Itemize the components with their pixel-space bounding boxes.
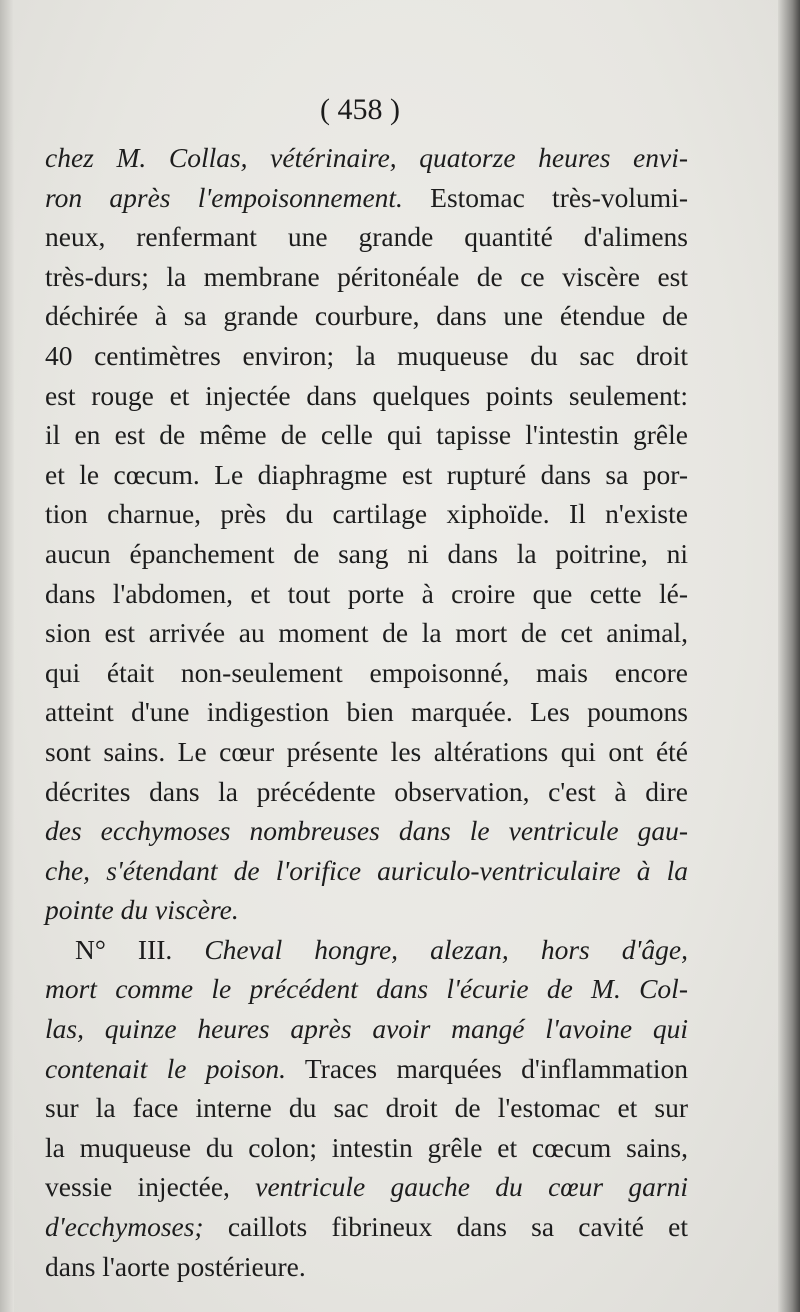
roman-text: est rouge et injectée dans quelques points seulement: [45, 379, 688, 411]
text-line [45, 1088, 688, 1128]
text-line [45, 296, 688, 336]
text-line [45, 455, 688, 495]
italic-text: des ecchymoses nombreuses dans le ventricule gau- [45, 815, 688, 847]
text-line [45, 494, 688, 534]
text-line [45, 1207, 688, 1247]
text-line [45, 969, 688, 1009]
text-line [45, 336, 688, 376]
text-line [45, 692, 688, 732]
roman-text: très-durs; la membrane péritonéale de ce viscère est [45, 260, 688, 292]
text-line [45, 217, 688, 257]
italic-text: mort comme le précédent dans l'écurie de M. Col- [45, 973, 688, 1005]
text-line [45, 1167, 688, 1207]
roman-text: Traces marquées d'inflammation [286, 1052, 688, 1084]
roman-text: caillots fibrineux dans sa cavité et [203, 1211, 688, 1243]
text-line [45, 1049, 688, 1089]
text-line [45, 1247, 688, 1287]
italic-text: las, quinze heures après avoir mangé l'avoine qui [45, 1013, 688, 1045]
italic-text: d'ecchymoses; [45, 1211, 204, 1243]
italic-text: ron après l'empoisonnement. [45, 181, 403, 213]
roman-text: atteint d'une indigestion bien marquée. Les poumons [45, 696, 688, 728]
body-text [45, 138, 688, 1286]
text-line [45, 1128, 688, 1168]
roman-text: N° III. [75, 933, 173, 965]
text-line [45, 890, 688, 930]
roman-text: la muqueuse du colon; intestin grêle et cœcum sains, [45, 1131, 688, 1163]
text-line [45, 653, 688, 693]
italic-text: chez M. Collas, vétérinaire, quatorze heures envi- [45, 142, 688, 173]
text-line [45, 851, 688, 891]
italic-text: contenait le poison. [45, 1052, 287, 1084]
text-line [45, 732, 688, 772]
text-line [45, 178, 688, 218]
page-number: ( 458 ) [320, 93, 400, 126]
italic-text: Cheval hongre, alezan, hors d'âge, [172, 933, 688, 965]
italic-text: pointe du viscère. [45, 894, 239, 926]
roman-text: Estomac très-volumi- [402, 181, 688, 213]
text-line [45, 613, 688, 653]
text-line [45, 534, 688, 574]
roman-text: 40 centimètres environ; la muqueuse du sac droit [45, 339, 688, 371]
roman-text: dans l'abdomen, et tout porte à croire que cette lé- [45, 577, 688, 609]
page-right-edge-shadow [778, 0, 800, 1312]
text-line [45, 772, 688, 812]
roman-text: aucun épanchement de sang ni dans la poitrine, ni [45, 537, 688, 569]
roman-text: tion charnue, près du cartilage xiphoïde. Il n'existe [45, 498, 688, 530]
roman-text: décrites dans la précédente observation, c'est à dire [45, 775, 688, 807]
roman-text: sion est arrivée au moment de la mort de cet animal, [45, 617, 688, 649]
text-line [45, 930, 688, 970]
text-line [45, 811, 688, 851]
text-line [45, 257, 688, 297]
roman-text: neux, renfermant une grande quantité d'alimens [45, 221, 688, 253]
roman-text: et le cœcum. Le diaphragme est rupturé dans sa por- [45, 458, 688, 490]
roman-text: il en est de même de celle qui tapisse l'intestin grêle [45, 419, 688, 451]
italic-text: che, s'étendant de l'orifice auriculo-ventriculaire à la [45, 854, 688, 886]
text-line [45, 1009, 688, 1049]
roman-text: déchirée à sa grande courbure, dans une étendue de [45, 300, 688, 332]
italic-text: ventricule gauche du cœur garni [255, 1171, 688, 1203]
text-line [45, 574, 688, 614]
roman-text: sur la face interne du sac droit de l'estomac et sur [45, 1092, 688, 1124]
roman-text: dans l'aorte postérieure. [45, 1250, 306, 1282]
text-line [45, 138, 688, 178]
roman-text: vessie injectée, [45, 1171, 256, 1203]
page-left-edge [0, 0, 14, 1312]
text-line [45, 376, 688, 416]
text-line [45, 415, 688, 455]
roman-text: qui était non-seulement empoisonné, mais encore [45, 656, 688, 688]
roman-text: sont sains. Le cœur présente les altérations qui ont été [45, 735, 688, 767]
